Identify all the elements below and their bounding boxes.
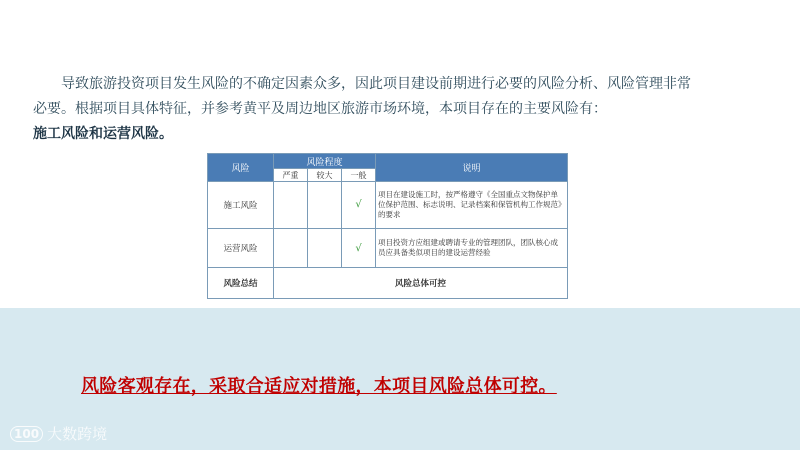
summary-label: 风险总结 xyxy=(208,268,274,299)
intro-line-2: 必要。根据项目具体特征，并参考黄平及周边地区旅游市场环境，本项目存在的主要风险有： xyxy=(33,101,607,117)
header-risk: 风险 xyxy=(208,154,274,182)
row-description: 项目投资方应组建或聘请专业的管理团队，团队核心成员应具备类似项目的建设运营经验 xyxy=(376,229,568,268)
row-check-major xyxy=(308,181,342,228)
intro-line-3: 施工风险和运营风险。 xyxy=(33,126,173,142)
header-desc: 说明 xyxy=(376,154,568,182)
row-check-general: √ xyxy=(342,181,376,228)
degree-severe: 严重 xyxy=(274,169,308,181)
row-risk-name: 运营风险 xyxy=(208,229,274,268)
conclusion-text: 风险客观存在，采取合适应对措施，本项目风险总体可控。 xyxy=(81,376,557,397)
risk-table xyxy=(207,153,568,299)
row-check-severe xyxy=(274,181,308,228)
watermark-text: 大数跨境 xyxy=(47,425,108,443)
table-header-row xyxy=(208,154,568,169)
row-check-severe xyxy=(274,229,308,268)
risk-intro-paragraph xyxy=(33,72,768,147)
header-degree: 风险程度 xyxy=(274,154,376,169)
table-row xyxy=(208,181,568,228)
row-check-major xyxy=(308,229,342,268)
row-description: 项目在建设施工时，按严格遵守《全国重点文物保护单位保护范围、标志说明、记录档案和保管机构工作规范》的要求 xyxy=(376,181,568,228)
degree-major: 较大 xyxy=(308,169,342,181)
row-check-general: √ xyxy=(342,229,376,268)
degree-general: 一般 xyxy=(342,169,376,181)
watermark-logo-icon: 100 xyxy=(10,426,43,442)
row-risk-name: 施工风险 xyxy=(208,181,274,228)
watermark xyxy=(10,423,107,444)
intro-line-1: 导致旅游投资项目发生风险的不确定因素众多，因此项目建设前期进行必要的风险分析、风险管理非常 xyxy=(61,76,691,92)
summary-value: 风险总体可控 xyxy=(274,268,568,299)
table-summary-row xyxy=(208,268,568,299)
risk-table-container xyxy=(207,153,567,299)
table-row xyxy=(208,229,568,268)
